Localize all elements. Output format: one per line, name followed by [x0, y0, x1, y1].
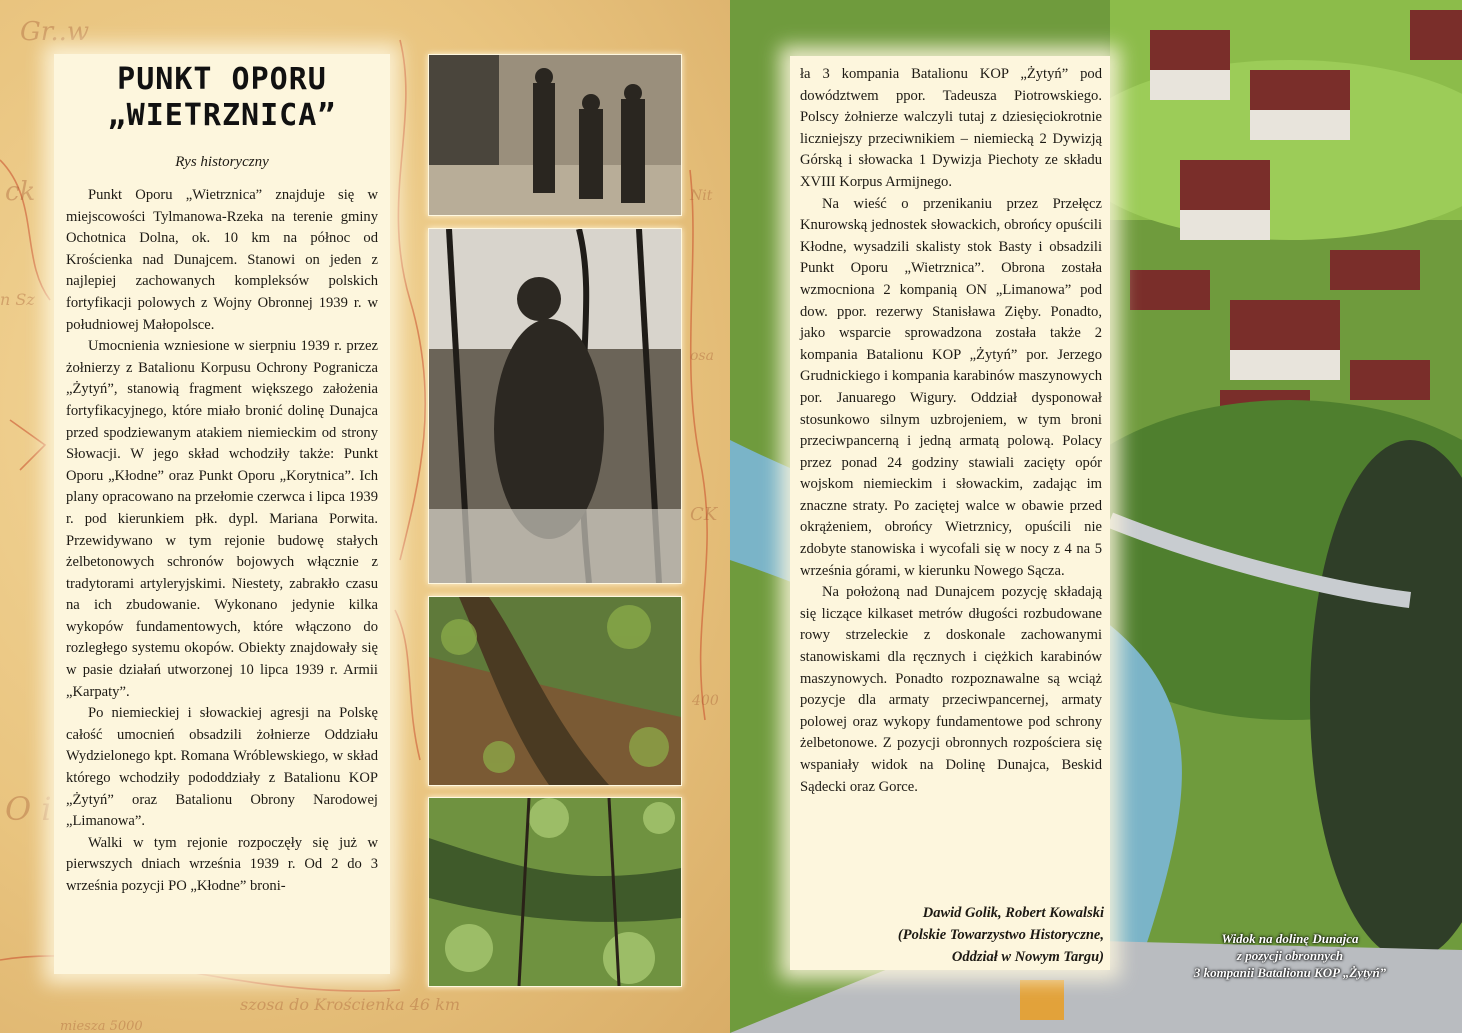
photo-three-soldiers — [428, 54, 682, 216]
svg-text:osa: osa — [690, 348, 714, 364]
left-text-card — [54, 54, 390, 974]
svg-text:400: 400 — [692, 693, 719, 709]
svg-text:O i: O i — [5, 790, 52, 828]
overgrown-trench-photo-image — [429, 798, 681, 986]
svg-text:Nit: Nit — [690, 188, 713, 204]
author-signature — [898, 902, 1104, 968]
svg-text:ck: ck — [5, 177, 36, 207]
right-text-card — [790, 56, 1110, 970]
svg-text:Gr..w: Gr..w — [20, 17, 90, 47]
photo-caption — [1160, 930, 1420, 981]
subtitle: Rys historyczny — [175, 154, 269, 170]
paragraph: Punkt Oporu „Wietrznica” znajduje się w miejscowości Tylmanowa-Rzeka na terenie gminy Ochotnica Dolna, ok. 10 km na północ od Krościenka nad Dunajcem. Stanowi on jeden z najlepiej zachowanych kompleksów polskich fortyfikacji polowych z Wojny Obronnej 1939 r. w południowej Małopolsce. — [66, 187, 378, 333]
title-line-1: PUNKT OPORU — [117, 62, 327, 97]
svg-text:n Sz: n Sz — [0, 290, 35, 309]
photo-soldier-forest — [428, 228, 682, 584]
authors: Dawid Golik, Robert Kowalski — [922, 905, 1104, 921]
paragraph: Na położoną nad Dunajcem pozycję składają się liczące kilkaset metrów długości rozbudowane rowy strzeleckie z doskonale zachowanymi stanowiskami dla ręcznych i ciężkich karabinów maszynowych. Ponadto rozpoznawalne są wciąż pozycje dla armaty przeciwpancernej, armaty polowej oraz wykopy fundamentowe pod schrony żelbetonowe. Z pozycji obronnych rozpościera się wspaniały widok na Dolinę Dunajca, Beskid Sądecki oraz Gorce. — [800, 584, 1102, 795]
svg-text:szosa do Krościenka 46 km: szosa do Krościenka 46 km — [240, 995, 460, 1014]
caption-line-3: 3 kompanii Batalionu KOP „Żytyń” — [1193, 965, 1387, 980]
paragraph: Umocnienia wzniesione w sierpniu 1939 r. przez żołnierzy z Batalionu Korpusu Ochrony Pogranicza „Żytyń”, stanowią fragment większego założenia fortyfikacyjnego, które miało bronić dolinę Dunajca przed spodziewanym atakiem niemieckim od strony Słowacji. W jego skład wchodziły także: Punkt Oporu „Kłodne” oraz Punkt Oporu „Korytnica”. Ich plany opracowano na przełomie czerwca i lipca 1939 r. pod kierunkiem płk. dypl. Mariana Porwita. Przewidywano w tym rejonie budowę stałych żelbetonowych schronów bojowych włącznie z tradytorami artyleryjskimi. Niestety, zabrakło czasu na ich zbudowanie. Wykonano jedynie kilka wykopów fundamentowych, które włączono do rozległego systemu okopów. Obiekty znajdowały się w pasie działań utworzonej 10 lipca 1939 r. Armii „Karpaty”. — [66, 338, 378, 700]
organization-line-2: Oddział w Nowym Targu) — [951, 949, 1104, 965]
title-line-2: „WIETRZNICA” — [107, 98, 337, 133]
three-soldiers-photo-image — [429, 55, 681, 215]
caption-line-1: Widok na dolinę Dunajca — [1221, 931, 1359, 946]
paragraph: ła 3 kompania Batalionu KOP „Żytyń” pod dowództwem ppor. Tadeusza Piotrowskiego. Polscy żołnierze walczyli tutaj z dziesięciokrotnie liczniejszy przeciwnikiem – niemiecką 2 Dywizją Górską i słowacka 1 Dywizja Piechoty ze składu XVIII Korpus Armijnego. — [800, 66, 1102, 190]
paragraph: Po niemieckiej i słowackiej agresji na Polskę całość umocnień obsadzili żołnierze Oddziału Wydzielonego kpt. Romana Wróblewskiego, w skład którego wchodziły pododdziały z Batalionu KOP „Żytyń” oraz Batalionu Obrony Narodowej „Limanowa”. — [66, 705, 378, 830]
paragraph: Na wieść o przenikaniu przez Przełęcz Knurowską jednostek słowackich, obrońcy opuścili Kłodne, wysadzili skalisty stok Basty i obsadzili Punkt Oporu „Wietrznica”. Obrona została wzmocniona 2 kompanią ON „Limanowa” pod dow. ppor. rezerwy Stanisława Zięby. Ponadto, jako wsparcie sprowadzona została także 2 kompania Batalionu KOP „Żytyń” por. Jerzego Grudnickiego i kompania karabinów maszynowych por. Januarego Wigury. Oddział dysponował stosunkowo silnym uzbrojeniem, w tym broni przeciwpancerną i jedną armatą polową. Polacy przez ponad 24 godziny stawiali zacięty opór wojskom niemieckim i słowackim, zadając im znaczne straty. Po zaciętej walce w obawie przed okrążeniem, obrońcy Wietrznicy, opuścili nie zdobyte stanowiska i wycofali się w nocy z 4 na 5 września górami, w kierunku Nowego Sącza. — [800, 195, 1102, 579]
caption-line-2: z pozycji obronnych — [1236, 948, 1344, 963]
page-title — [54, 62, 390, 134]
svg-text:miesza 5000: miesza 5000 — [60, 1019, 143, 1033]
photo-overgrown-trench — [428, 797, 682, 987]
trench-photo-image — [429, 597, 681, 785]
soldier-forest-photo-image — [429, 229, 681, 583]
right-body-text — [800, 64, 1102, 798]
photo-trench — [428, 596, 682, 786]
paragraph: Walki w tym rejonie rozpoczęły się już w pierwszych dniach września 1939 r. Od 2 do 3 września pozycji PO „Kłodne” broni- — [66, 834, 378, 894]
organization-line-1: (Polskie Towarzystwo Historyczne, — [897, 927, 1104, 943]
left-body-text — [66, 185, 378, 898]
svg-text:CK: CK — [690, 504, 718, 525]
